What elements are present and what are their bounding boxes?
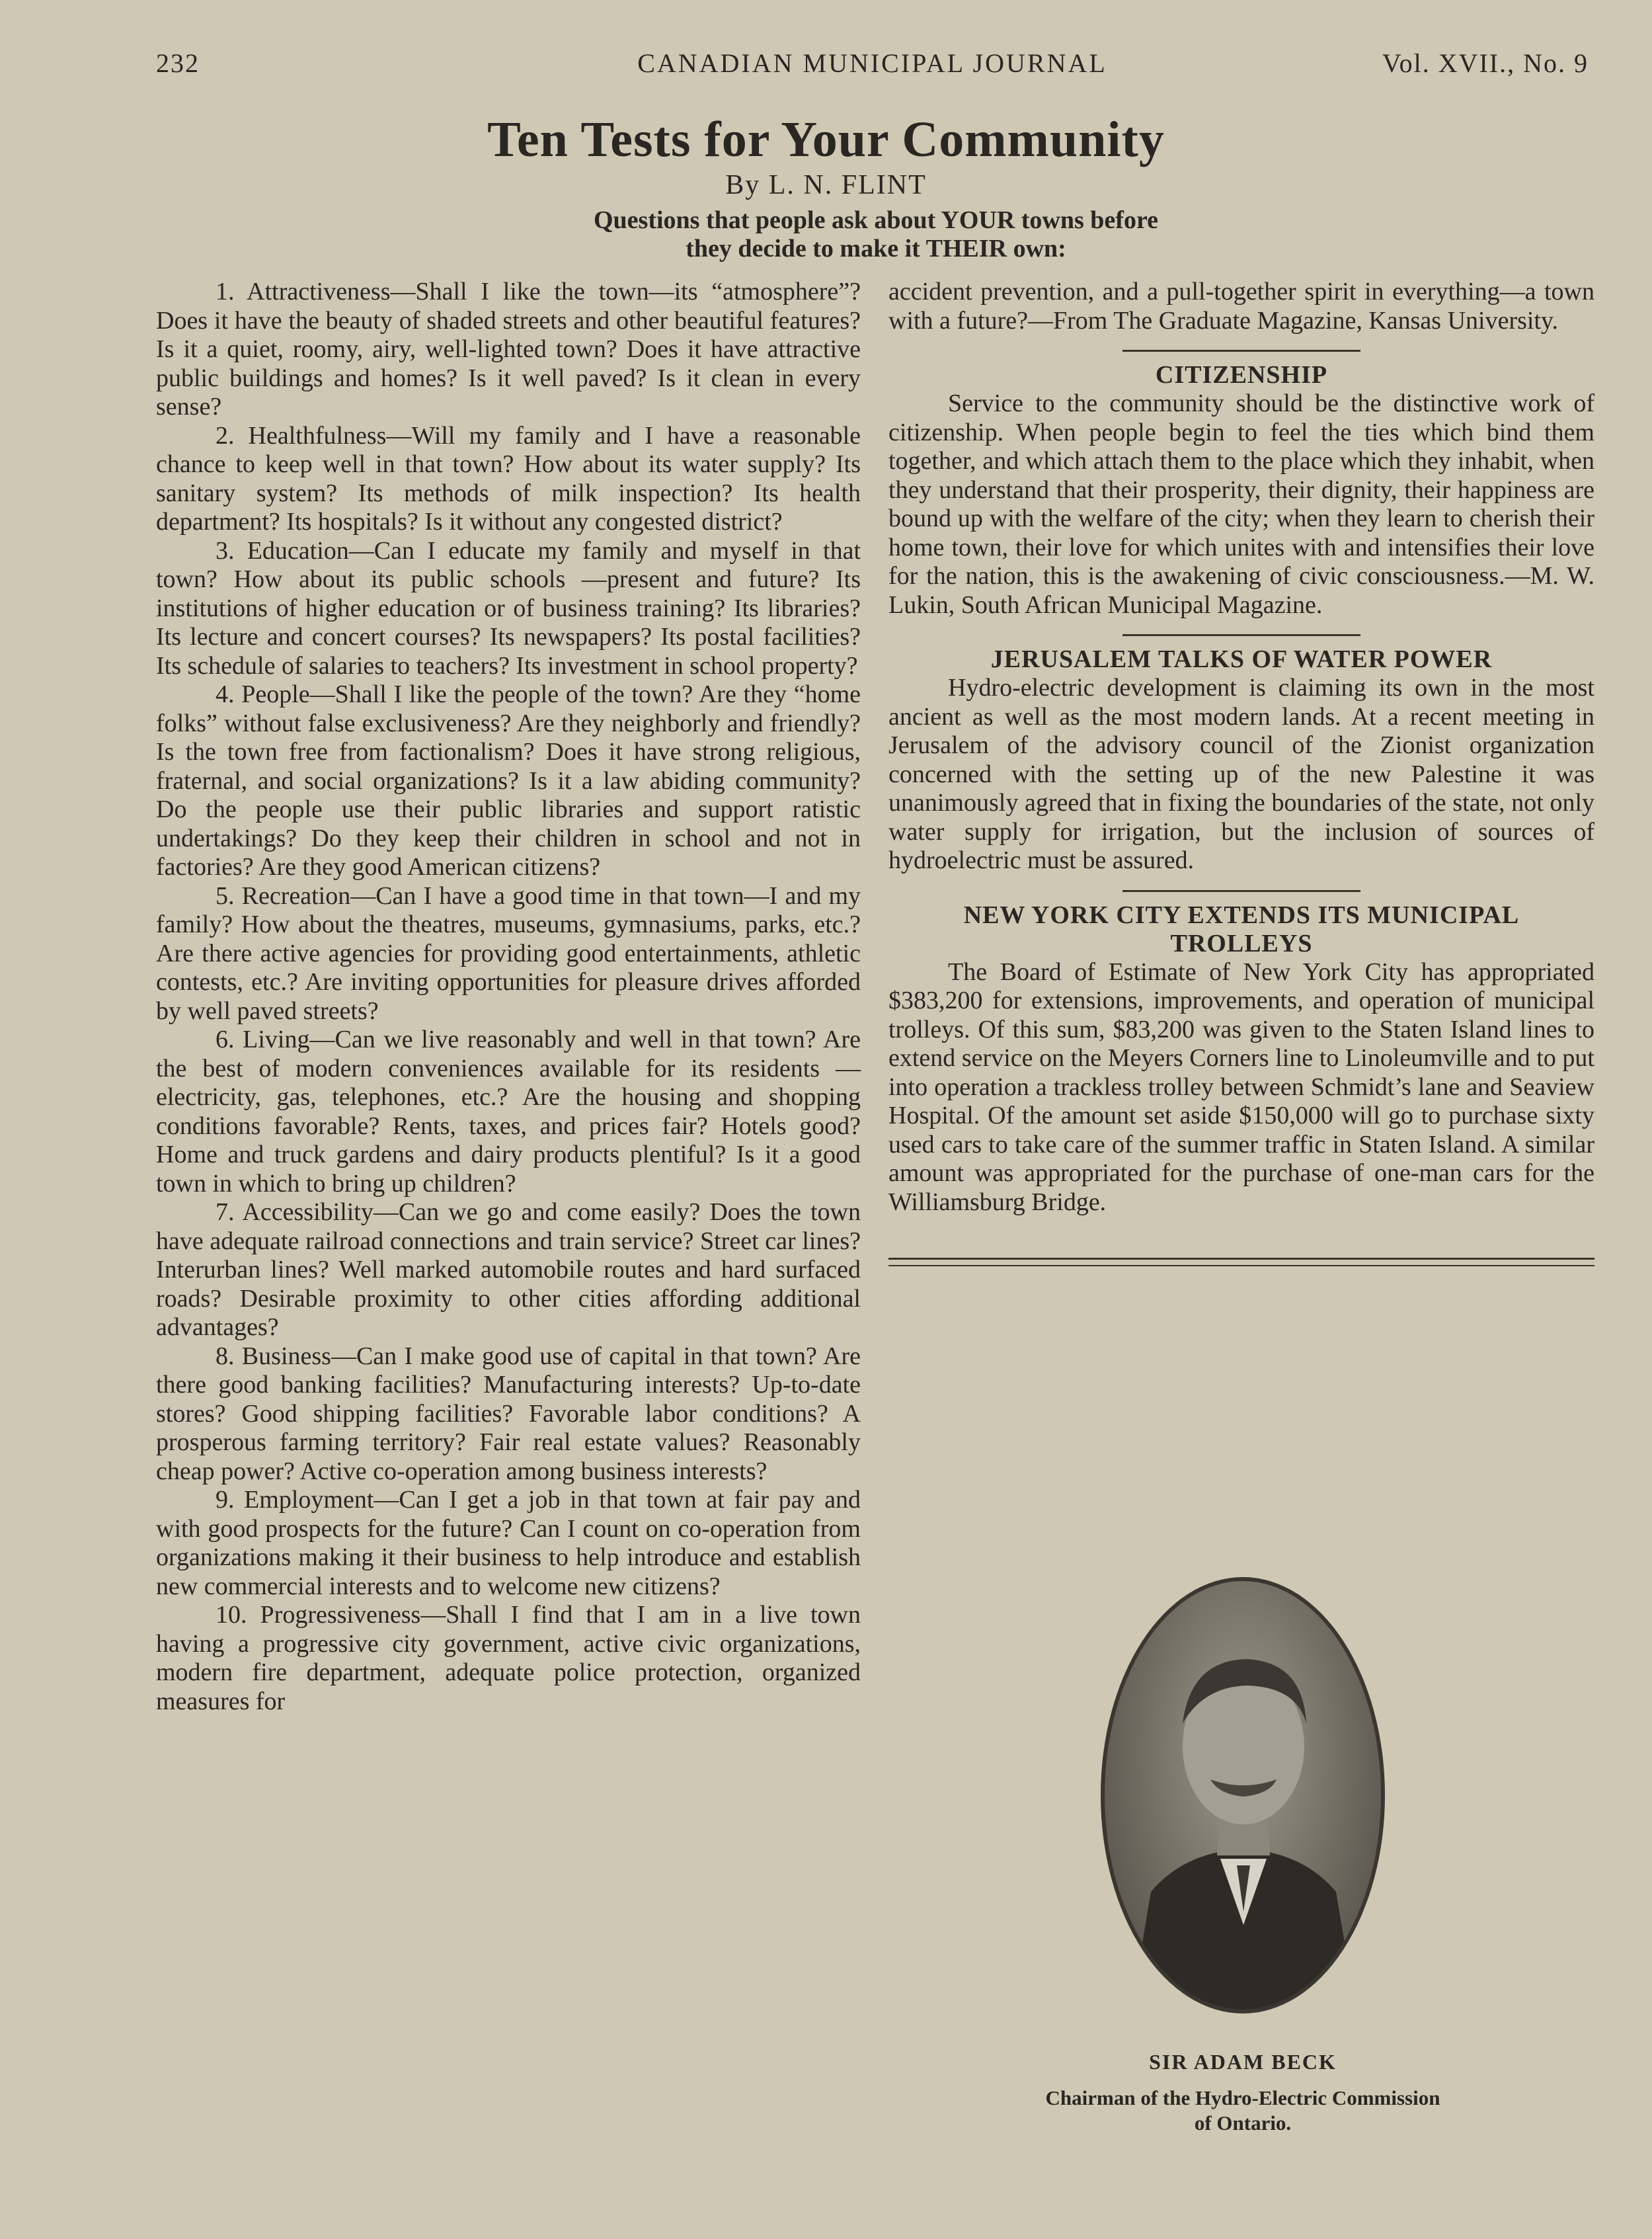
byline: By L. N. FLINT — [725, 170, 927, 200]
portrait-photo — [1101, 1577, 1385, 2014]
test-paragraph: 5. Recreation—Can I have a good time in that town—I and my family? How about the theatres, museums, gymnasiums, parks, etc.? Are there active agencies for providing good entertainments, athletic contests, etc.? Are inviting opportunities for pleasure drives afforded by well paved streets? — [156, 881, 861, 1025]
section-divider — [1122, 350, 1360, 352]
citizenship-heading: CITIZENSHIP — [1155, 361, 1328, 389]
portrait-oval — [1101, 1577, 1385, 2014]
page-number: 232 — [156, 48, 200, 78]
volume-number: Vol. XVII., No. 9 — [1382, 48, 1589, 78]
article-deck — [463, 206, 1289, 263]
test-paragraph: 10. Progressiveness—Shall I find that I am in a live town having a progressive city government, active civic organizations, modern fire department, adequate police protection, organized measures for — [156, 1601, 861, 1715]
heading-line: NEW YORK CITY EXTENDS ITS MUNICIPAL — [963, 901, 1520, 929]
section-divider — [1122, 634, 1360, 636]
caption-line: Chairman of the Hydro-Electric Commission — [1045, 2086, 1440, 2109]
caption-line: of Ontario. — [1194, 2111, 1292, 2135]
photo-caption-name: SIR ADAM BECK — [1149, 2050, 1337, 2074]
left-column — [156, 278, 861, 1716]
double-rule-divider — [888, 1258, 1594, 1266]
test-paragraph: 1. Attractiveness—Shall I like the town—its “atmosphere”? Does it have the beauty of shaded streets and other beautiful features? Is it a quiet, roomy, airy, well-lighted town? Does it have attractive public buildings and homes? Is it well paved? Is it clean in every sense? — [156, 278, 861, 421]
citizenship-body: Service to the community should be the distinctive work of citizenship. When people begin to feel the ties which bind them together, and which attach them to the place which they inhabit, when they understand that their prosperity, their dignity, their happiness are bound up with the welfare of the city; when they learn to cherish their home town, their love for which unites with and intensifies their love for the nation, this is the awakening of civic consciousness.—M. W. Lukin, South African Municipal Magazine. — [888, 389, 1594, 619]
test-paragraph: 6. Living—Can we live reasonably and well in that town? Are the best of modern conveniences available for its residents — electricity, gas, telephones, etc.? Are the housing and shopping conditions favorable? Rents, taxes, and prices fair? Hotels good? Home and truck gardens and dairy products plentiful? Is it a good town in which to bring up children? — [156, 1026, 861, 1198]
right-column — [888, 278, 1594, 1266]
portrait-figure-icon — [1105, 1581, 1381, 2010]
running-head — [156, 48, 1589, 87]
heading-line: TROLLEYS — [1170, 929, 1313, 957]
photo-caption-role — [912, 2086, 1573, 2136]
deck-line: they decide to make it THEIR own: — [686, 235, 1066, 263]
article-continuation: accident prevention, and a pull-together spirit in everything—a town with a future?—From The Graduate Magazine, Kansas University. — [888, 278, 1594, 335]
section-divider — [1122, 890, 1360, 892]
test-paragraph: 4. People—Shall I like the people of the town? Are they “home folks” without false exclusiveness? Are they neighborly and friendly? Is the town free from factionalism? Does it have strong religious, fraternal, and social organizations? Is it a law abiding community? Do the people use their public libraries and support ratistic undertakings? Do they keep their children in school and not in factories? Are they good American citizens? — [156, 680, 861, 881]
test-paragraph: 3. Education—Can I educate my family and myself in that town? How about its public schools —present and future? Its institutions of higher education or of business training? Its libraries? Its lecture and concert courses? Its newspapers? Its postal facilities? Its schedule of salaries to teachers? Its investment in school property? — [156, 536, 861, 680]
test-paragraph: 2. Healthfulness—Will my family and I have a reasonable chance to keep well in that town? How about its water supply? Its sanitary system? Its methods of milk inspection? Its health department? Its hospitals? Is it without any congested district? — [156, 421, 861, 536]
deck-line: Questions that people ask about YOUR towns before — [593, 206, 1159, 234]
jerusalem-body: Hydro-electric development is claiming its own in the most ancient as well as the most modern lands. At a recent meeting in Jerusalem of the advisory council of the Zionist organization concerned with the setting up of the new Palestine it was unanimously agreed that in fixing the boundaries of the state, not only water supply for irrigation, but the inclusion of sources of hydroelectric must be assured. — [888, 674, 1594, 874]
test-paragraph: 8. Business—Can I make good use of capital in that town? Are there good banking facilities? Manufacturing interests? Up-to-date stores? Good shipping facilities? Favorable labor conditions? A prosperous farming territory? Fair real estate values? Reasonably cheap power? Active co-operation among business interests? — [156, 1342, 861, 1485]
journal-title: CANADIAN MUNICIPAL JOURNAL — [637, 48, 1107, 78]
article-title: Ten Tests for Your Community — [487, 112, 1165, 167]
test-paragraph: 7. Accessibility—Can we go and come easily? Does the town have adequate railroad connections and train service? Street car lines? Interurban lines? Well marked automobile routes and hard surfaced roads? Desirable proximity to other cities affording additional advantages? — [156, 1198, 861, 1341]
jerusalem-heading: JERUSALEM TALKS OF WATER POWER — [990, 645, 1493, 673]
new-york-heading — [888, 901, 1594, 958]
test-paragraph: 9. Employment—Can I get a job in that town at fair pay and with good prospects for the future? Can I count on co-operation from organizations making it their business to help introduce and establish new commercial interests and to welcome new citizens? — [156, 1486, 861, 1600]
new-york-body: The Board of Estimate of New York City has appropriated $383,200 for extensions, improvements, and operation of municipal trolleys. Of this sum, $83,200 was given to the Staten Island lines to extend service on the Meyers Corners line to Linoleumville and to put into operation a trackless trolley between Schmidt’s lane and Seaview Hospital. Of the amount set aside $150,000 will go to purchase sixty used cars to take care of the summer traffic in Staten Island. A similar amount was appropriated for the purchase of one-man cars for the Williamsburg Bridge. — [888, 957, 1594, 1216]
